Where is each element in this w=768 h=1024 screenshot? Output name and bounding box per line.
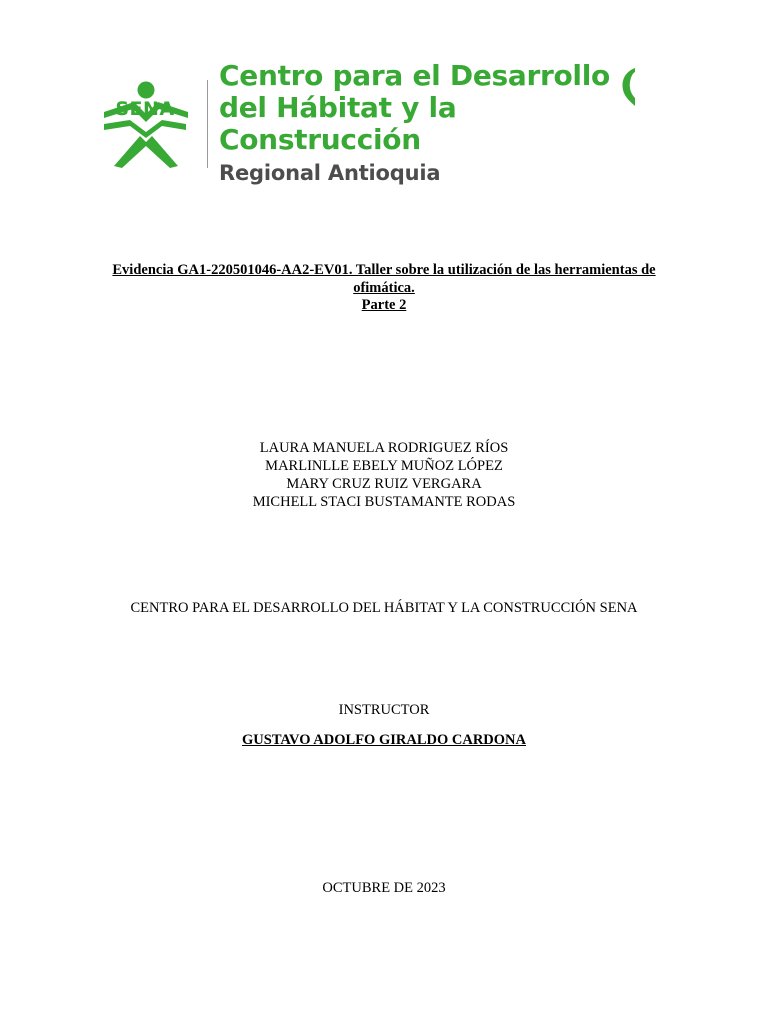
author-name: MARY CRUZ RUIZ VERGARA: [286, 476, 482, 492]
instructor-name-block: [84, 731, 684, 749]
title-line-2: ofimática.: [353, 279, 415, 296]
instructor-label: INSTRUCTOR: [338, 702, 430, 718]
title-line-1: Evidencia GA1-220501046-AA2-EV01. Taller sobre la utilización de las herramientas de: [112, 262, 656, 278]
author-name: MICHELL STACI BUSTAMANTE RODAS: [252, 494, 516, 510]
logo-divider: [207, 80, 208, 168]
logo-name-line-1: Centro para el Desarrollo: [219, 59, 610, 92]
authors-list: [84, 439, 684, 511]
logo-name-line-3: Construcción: [219, 123, 421, 156]
instructor-name: GUSTAVO ADOLFO GIRALDO CARDONA: [242, 732, 526, 748]
document-date: OCTUBRE DE 2023: [322, 880, 446, 896]
logo-leaf-icon: [621, 68, 635, 106]
logo-regional: Regional Antioquia: [219, 161, 441, 185]
author-name: LAURA MANUELA RODRIGUEZ RÍOS: [259, 440, 509, 456]
sena-logo-wordmark: SENA: [115, 98, 175, 120]
sena-logo-icon: [100, 78, 190, 170]
institution-name: CENTRO PARA EL DESARROLLO DEL HÁBITAT Y LA CONSTRUCCIÓN SENA: [130, 600, 638, 616]
logo-institution-name: [219, 60, 639, 186]
author-name: MARLINLLE EBELY MUÑOZ LÓPEZ: [265, 458, 503, 474]
logo-name-line-2: del Hábitat y la: [219, 91, 457, 124]
document-title: [84, 262, 684, 315]
title-line-3: Parte 2: [361, 297, 407, 313]
